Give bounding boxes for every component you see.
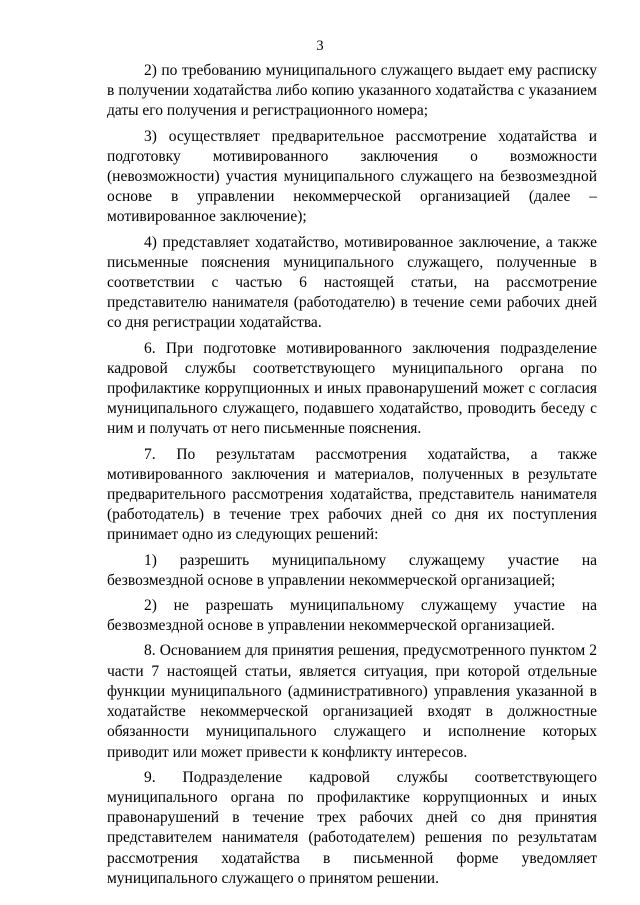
paragraph-part-9: 9. Подразделение кадровой службы соответствующего муниципального органа по профилактике коррупционных и иных правонарушений в течение трех рабочих дней со дня принятия представителем нанимателя (работодателем) решения по результатам рассмотрения ходатайства в письменной форме уведомляет муниципального служащего о принятом решении. [107, 768, 597, 887]
paragraph-part-7: 7. По результатам рассмотрения ходатайства, а также мотивированного заключения и материалов, полученных в результате предварительного рассмотрения ходатайства, представитель нанимателя (работодатель) в течение трех рабочих дней со дня их поступления принимает одно из следующих решений: [107, 445, 597, 544]
page-number: 3 [316, 38, 324, 54]
paragraph-part-6: 6. При подготовке мотивированного заключения подразделение кадровой службы соответствующего муниципального органа по профилактике коррупционных и иных правонарушений может с согласия муниципального служащего, подавшего ходатайство, проводить беседу с ним и получать от него письменные пояснения. [107, 339, 597, 438]
paragraph-item-4: 4) представляет ходатайство, мотивированное заключение, а также письменные пояснения муниципального служащего, полученные в соответствии с частью 6 настоящей статьи, на рассмотрение представителю нанимателя (работодателю) в течение семи рабочих дней со дня регистрации ходатайства. [107, 233, 597, 332]
paragraph-decision-1: 1) разрешить муниципальному служащему участие на безвозмездной основе в управлении некоммерческой организацией; [107, 551, 597, 589]
paragraph-item-2: 2) по требованию муниципального служащего выдает ему расписку в получении ходатайства либо копию указанного ходатайства с указанием даты его получения и регистрационного номера; [107, 62, 597, 120]
document-body [107, 61, 597, 894]
paragraph-decision-2: 2) не разрешать муниципальному служащему участие на безвозмездной основе в управлении некоммерческой организацией. [107, 597, 597, 635]
paragraph-part-8: 8. Основанием для принятия решения, предусмотренного пунктом 2 части 7 настоящей статьи, является ситуация, при которой отдельные функции муниципального (административного) управления указанной в ходатайстве некоммерческой организацией входят в должностные обязанности муниципального служащего и исполнение которых приводит или может привести к конфликту интересов. [107, 642, 597, 761]
paragraph-item-3: 3) осуществляет предварительное рассмотрение ходатайства и подготовку мотивированного заключения о возможности (невозможности) участия муниципального служащего на безвозмездной основе в управлении некоммерческой организацией (далее – мотивированное заключение); [107, 127, 597, 226]
